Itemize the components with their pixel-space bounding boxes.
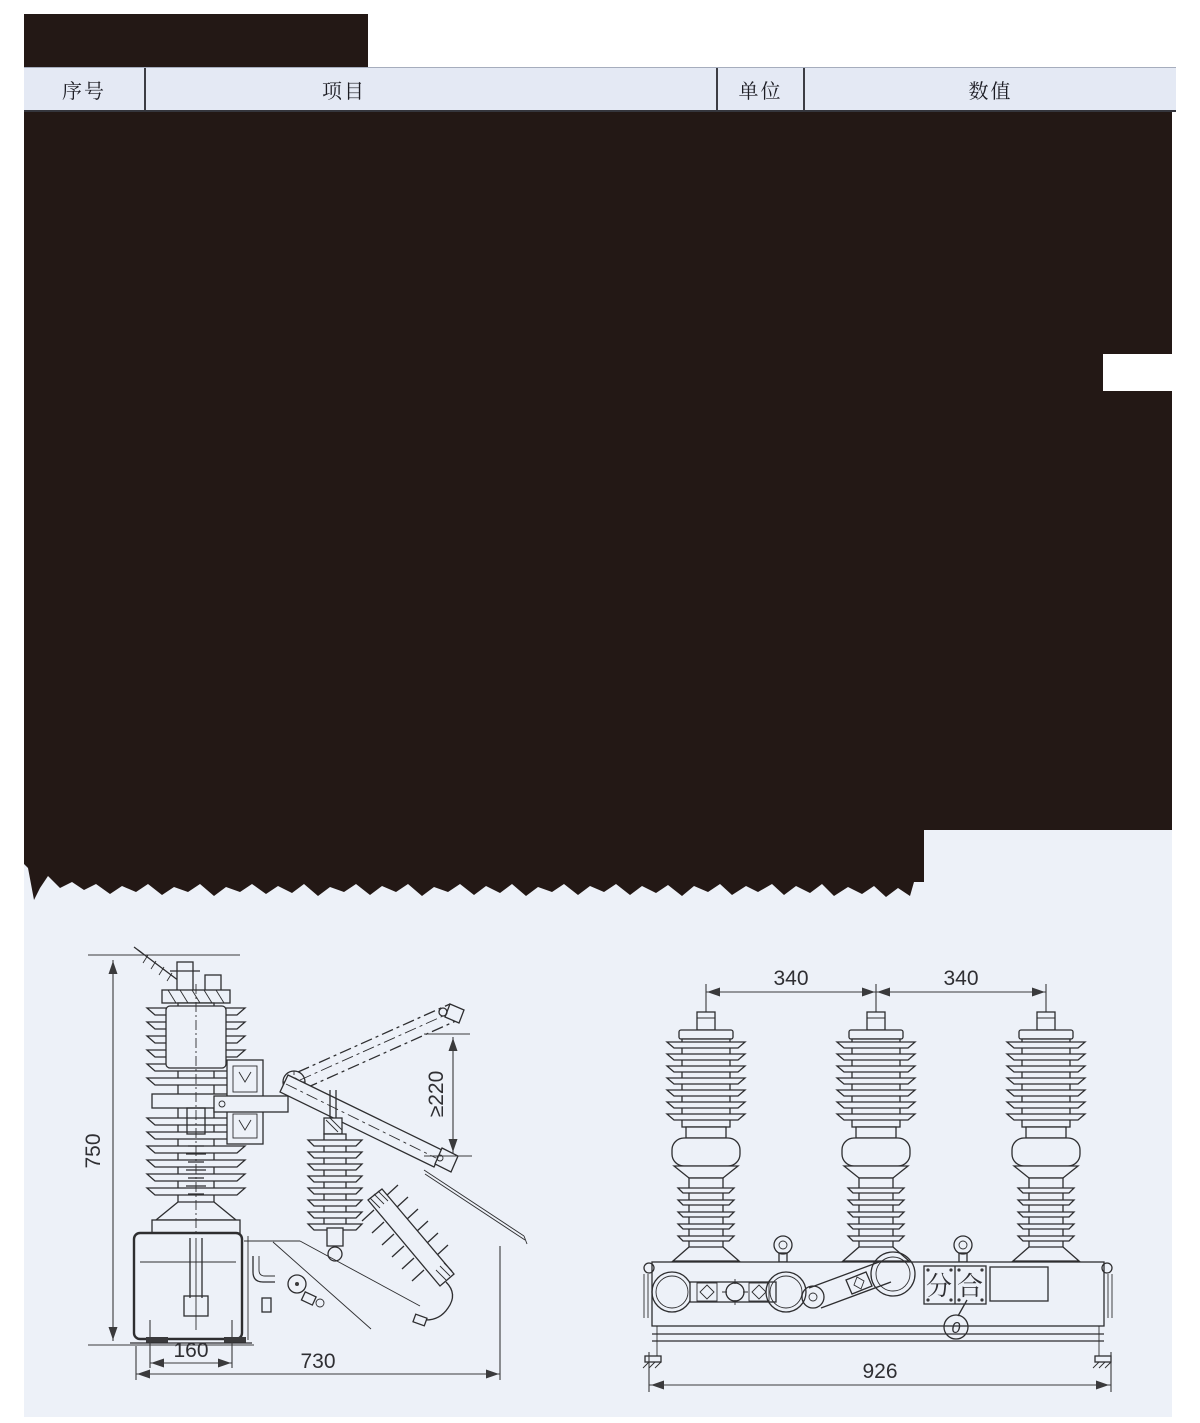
phase-pole-c <box>1007 1012 1085 1261</box>
indicator-close-label: 合 <box>956 1271 984 1301</box>
table-header-value-label: 数值 <box>968 80 1013 103</box>
dim-340-label-2: 340 <box>943 967 979 990</box>
table-header-unit-label: 单位 <box>738 80 783 103</box>
dim-750-label: 750 <box>82 1133 105 1169</box>
sensor-boxes <box>214 1060 305 1144</box>
table-header-index <box>24 68 146 110</box>
redacted-title-block <box>24 14 368 67</box>
table-header-row <box>24 67 1176 112</box>
phase-pole-b <box>837 1012 915 1261</box>
table-header-unit <box>718 68 805 110</box>
phase-pole-a <box>667 1012 745 1261</box>
redacted-table-body <box>24 112 1172 904</box>
dim-926-label: 926 <box>862 1360 898 1383</box>
dim-340-spans <box>706 967 1046 1014</box>
table-header-index-label: 序号 <box>62 80 106 103</box>
dim-926 <box>649 1352 1111 1392</box>
dim-220 <box>424 1034 472 1156</box>
table-header-value <box>805 68 1176 110</box>
technical-drawings <box>24 902 1172 1417</box>
table-header-item <box>146 68 718 110</box>
dim-160-label: 160 <box>173 1339 209 1362</box>
front-view-figure <box>643 967 1112 1392</box>
mechanism-box <box>130 1233 252 1343</box>
side-view-figure <box>82 947 527 1380</box>
dim-220-label: ≥220 <box>425 1070 448 1118</box>
linkage-details <box>244 1241 420 1329</box>
angled-insulator <box>362 1185 454 1326</box>
table-header-item-label: 项目 <box>322 80 366 103</box>
dim-730-label: 730 <box>300 1350 336 1373</box>
indicator-zero-label: 0 <box>951 1320 961 1337</box>
indicator-open-label: 分 <box>925 1271 953 1301</box>
dim-340-label-1: 340 <box>773 967 809 990</box>
